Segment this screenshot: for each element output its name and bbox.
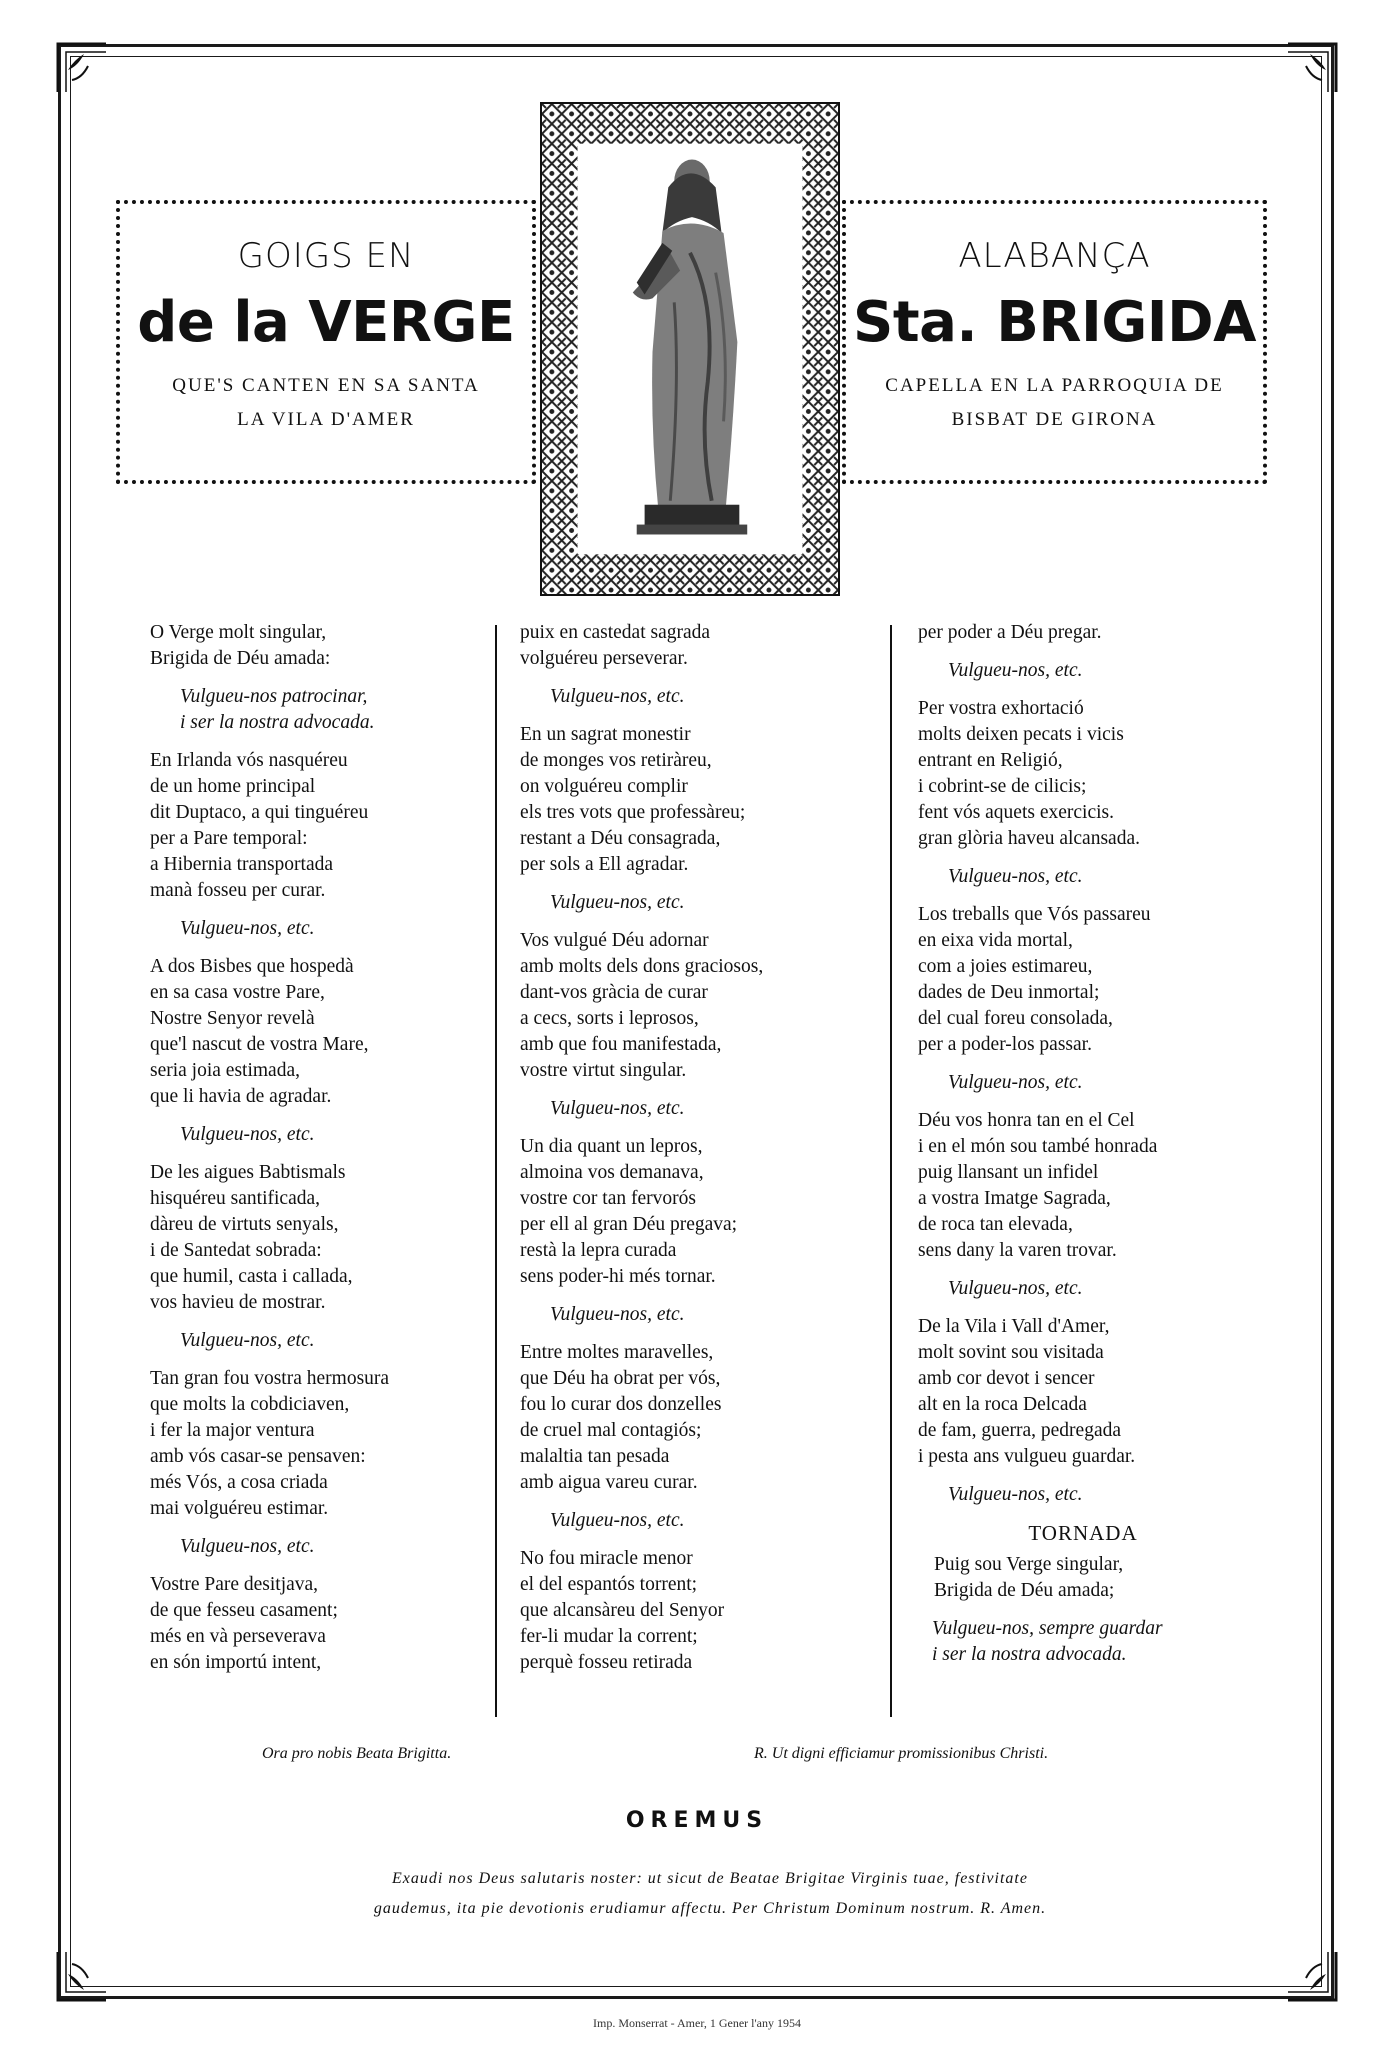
- stanza: [520, 722, 850, 878]
- verse-line: entrant en Religió,: [918, 750, 1063, 771]
- verse-line: volguéreu perseverar.: [520, 648, 688, 669]
- verse-line: en eixa vida mortal,: [918, 930, 1073, 951]
- subtitle-right: [846, 369, 1263, 437]
- stanza: [520, 1546, 850, 1676]
- refrain: Vulgueu-nos, etc.: [180, 918, 315, 939]
- verse-line: fou lo curar dos donzelles: [520, 1394, 722, 1415]
- verse-line: sens dany la varen trovar.: [918, 1240, 1117, 1261]
- stanza: [918, 696, 1248, 852]
- verse-line: Brigida de Déu amada:: [150, 648, 331, 669]
- title-big-right: Sta. BRIGIDA: [853, 290, 1256, 355]
- refrain: Vulgueu-nos, etc.: [550, 686, 685, 707]
- refrain: Vulgueu-nos, etc.: [948, 1278, 1083, 1299]
- corner-ornament-icon: [54, 40, 110, 96]
- verse-line: molts deixen pecats i vicis: [918, 724, 1124, 745]
- prayer-line: gaudemus, ita pie devotionis erudiamur affectu. Per Christum Dominum nostrum. R. Amen.: [373, 1900, 1047, 1917]
- verse-line: on volguéreu complir: [520, 776, 688, 797]
- verse-line: No fou miracle menor: [520, 1548, 693, 1569]
- refrain: Vulgueu-nos, etc.: [180, 1330, 315, 1351]
- verse-line: malaltia tan pesada: [520, 1446, 670, 1467]
- verse-line: de fam, guerra, pedregada: [918, 1420, 1122, 1441]
- stanza: [150, 1366, 480, 1522]
- verse-line: dades de Deu inmortal;: [918, 982, 1100, 1003]
- stanza: [150, 620, 480, 672]
- verse-line: en sa casa vostre Pare,: [150, 982, 325, 1003]
- column-divider: [495, 625, 497, 1717]
- verse-line: De les aigues Babtismals: [150, 1162, 346, 1183]
- verse-line: seria joia estimada,: [150, 1060, 300, 1081]
- verse-line: perquè fosseu retirada: [520, 1652, 693, 1673]
- verse-line: O Verge molt singular,: [150, 622, 327, 643]
- verse-line: amb que fou manifestada,: [520, 1034, 722, 1055]
- column-divider: [890, 625, 892, 1717]
- verse-line: De la Vila i Vall d'Amer,: [918, 1316, 1110, 1337]
- verse-line: a Hibernia transportada: [150, 854, 334, 875]
- verse-line: amb cor devot i sencer: [918, 1368, 1095, 1389]
- refrain-line: i ser la nostra advocada.: [180, 712, 375, 733]
- verse-line: Per vostra exhortació: [918, 698, 1084, 719]
- verse-line: del cual foreu consolada,: [918, 1008, 1113, 1029]
- stanza: [520, 1134, 850, 1290]
- stanza: [918, 1552, 1248, 1604]
- verse-line: per sols a Ell agradar.: [520, 854, 689, 875]
- title-box-left: [116, 200, 536, 484]
- corner-ornament-icon: [54, 1948, 110, 2004]
- verse-line: hisquéreu santificada,: [150, 1188, 321, 1209]
- verse-line: dit Duptaco, a qui tinguéreu: [150, 802, 369, 823]
- verse-line: i pesta ans vulgueu guardar.: [918, 1446, 1136, 1467]
- verse-line: Vos vulgué Déu adornar: [520, 930, 709, 951]
- versicle: Ora pro nobis Beata Brigitta.: [262, 1745, 452, 1762]
- verse-line: Brigida de Déu amada;: [934, 1580, 1115, 1601]
- verse-line: el del espantós torrent;: [520, 1574, 698, 1595]
- verse-line: vostre cor tan fervorós: [520, 1188, 696, 1209]
- refrain: Vulgueu-nos, etc.: [550, 1098, 685, 1119]
- refrain: [932, 1616, 1248, 1668]
- refrain: Vulgueu-nos, etc.: [180, 1536, 315, 1557]
- verse-line: de que fesseu casament;: [150, 1600, 338, 1621]
- verse-line: a vostra Imatge Sagrada,: [918, 1188, 1111, 1209]
- subtitle-left-line-2: LA VILA D'AMER: [237, 409, 415, 430]
- stanza: [520, 620, 850, 672]
- stanza: [520, 928, 850, 1084]
- verse-line: per a Pare temporal:: [150, 828, 308, 849]
- verse-line: dàreu de virtuts senyals,: [150, 1214, 339, 1235]
- verse-line: que alcansàreu del Senyor: [520, 1600, 725, 1621]
- verse-line: alt en la roca Delcada: [918, 1394, 1087, 1415]
- prayer-line: Exaudi nos Deus salutaris noster: ut sicut de Beatae Brigitae Virginis tuae, festivitate: [392, 1870, 1028, 1887]
- verse-column-1: [150, 620, 480, 1688]
- corner-ornament-icon: [1284, 1948, 1340, 2004]
- verse-line: amb aigua vareu curar.: [520, 1472, 698, 1493]
- verse-line: de cruel mal contagiós;: [520, 1420, 702, 1441]
- verse-line: Nostre Senyor revelà: [150, 1008, 315, 1029]
- verse-line: en són importú intent,: [150, 1652, 322, 1673]
- verse-line: amb molts dels dons graciosos,: [520, 956, 764, 977]
- verse-line: de roca tan elevada,: [918, 1214, 1073, 1235]
- refrain: Vulgueu-nos, etc.: [180, 1124, 315, 1145]
- stanza: [918, 902, 1248, 1058]
- verse-line: de monges vos retiràreu,: [520, 750, 712, 771]
- verse-line: vos havieu de mostrar.: [150, 1292, 326, 1313]
- verse-line: i fer la major ventura: [150, 1420, 315, 1441]
- verse-line: Entre moltes maravelles,: [520, 1342, 714, 1363]
- verse-line: puig llansant un infidel: [918, 1162, 1099, 1183]
- refrain: Vulgueu-nos, etc.: [948, 1072, 1083, 1093]
- verse-line: Tan gran fou vostra hermosura: [150, 1368, 390, 1389]
- refrain-line: Vulgueu-nos patrocinar,: [180, 686, 368, 707]
- refrain: Vulgueu-nos, etc.: [550, 1304, 685, 1325]
- verse-line: mai volguéreu estimar.: [150, 1498, 329, 1519]
- refrain: Vulgueu-nos, etc.: [550, 1510, 685, 1531]
- verse-line: gran glòria haveu alcansada.: [918, 828, 1140, 849]
- title-box-right: [842, 200, 1267, 484]
- verse-line: almoina vos demanava,: [520, 1162, 704, 1183]
- tornada-heading: TORNADA: [1028, 1521, 1138, 1545]
- verse-line: En Irlanda vós nasquéreu: [150, 750, 348, 771]
- verse-line: que Déu ha obrat per vós,: [520, 1368, 721, 1389]
- refrain: Vulgueu-nos, etc.: [550, 892, 685, 913]
- verse-line: vostre virtut singular.: [520, 1060, 687, 1081]
- oremus-heading: OREMUS: [625, 1808, 769, 1833]
- stanza: [918, 1108, 1248, 1264]
- verse-line: molt sovint sou visitada: [918, 1342, 1104, 1363]
- verse-line: Un dia quant un lepros,: [520, 1136, 703, 1157]
- verse-line: manà fosseu per curar.: [150, 880, 326, 901]
- refrain-line: Vulgueu-nos, sempre guardar: [932, 1618, 1163, 1639]
- response: R. Ut digni efficiamur promissionibus Christi.: [754, 1745, 1049, 1762]
- verse-line: puix en castedat sagrada: [520, 622, 711, 643]
- verse-line: i en el món sou també honrada: [918, 1136, 1158, 1157]
- stanza: [150, 1572, 480, 1676]
- verse-line: per ell al gran Déu pregava;: [520, 1214, 738, 1235]
- refrain: Vulgueu-nos, etc.: [948, 1484, 1083, 1505]
- verse-line: Déu vos honra tan en el Cel: [918, 1110, 1135, 1131]
- verse-line: sens poder-hi més tornar.: [520, 1266, 716, 1287]
- refrain-line: i ser la nostra advocada.: [932, 1644, 1127, 1665]
- verse-line: que molts la cobdiciaven,: [150, 1394, 350, 1415]
- verse-line: i de Santedat sobrada:: [150, 1240, 322, 1261]
- stanza: [150, 748, 480, 904]
- verse-line: els tres vots que professàreu;: [520, 802, 746, 823]
- verse-line: més Vós, a cosa criada: [150, 1472, 328, 1493]
- title-small-left: GOIGS EN: [237, 236, 415, 276]
- verse-line: A dos Bisbes que hospedà: [150, 956, 354, 977]
- corner-ornament-icon: [1284, 40, 1340, 96]
- verse-column-2: [520, 620, 850, 1688]
- verse-line: Los treballs que Vós passareu: [918, 904, 1151, 925]
- verse-line: a cecs, sorts i leprosos,: [520, 1008, 699, 1029]
- verse-line: i cobrint-se de cilicis;: [918, 776, 1087, 797]
- verse-line: restant a Déu consagrada,: [520, 828, 721, 849]
- refrain: Vulgueu-nos, etc.: [948, 660, 1083, 681]
- stanza: [918, 1314, 1248, 1470]
- verse-line: amb vós casar-se pensaven:: [150, 1446, 366, 1467]
- subtitle-right-line-1: CAPELLA EN LA PARROQUIA DE: [885, 375, 1224, 396]
- saint-statue-image: [540, 102, 840, 596]
- subtitle-left-line-1: QUE'S CANTEN EN SA SANTA: [172, 375, 480, 396]
- verse-line: que li havia de agradar.: [150, 1086, 332, 1107]
- stanza: [150, 1160, 480, 1316]
- verse-line: de un home principal: [150, 776, 316, 797]
- verse-line: per a poder-los passar.: [918, 1034, 1092, 1055]
- verse-line: fer-li mudar la corrent;: [520, 1626, 698, 1647]
- verse-column-3: [918, 620, 1248, 1680]
- stanza: [520, 1340, 850, 1496]
- title-big-left: de la VERGE: [137, 290, 515, 355]
- verse-line: fent vós aquets exercicis.: [918, 802, 1115, 823]
- refrain: Vulgueu-nos, etc.: [948, 866, 1083, 887]
- printer-imprint: Imp. Monserrat - Amer, 1 Gener l'any 1954: [593, 2016, 801, 2030]
- verse-line: més en và perseverava: [150, 1626, 326, 1647]
- verse-line: com a joies estimareu,: [918, 956, 1093, 977]
- verse-line: que humil, casta i callada,: [150, 1266, 353, 1287]
- stanza: [918, 620, 1248, 646]
- verse-line: dant-vos gràcia de curar: [520, 982, 708, 1003]
- verse-line: En un sagrat monestir: [520, 724, 691, 745]
- verse-line: Vostre Pare desitjava,: [150, 1574, 319, 1595]
- stanza: [150, 954, 480, 1110]
- title-small-right: ALABANÇA: [958, 236, 1151, 276]
- verse-line: per poder a Déu pregar.: [918, 622, 1102, 643]
- subtitle-left: [120, 369, 532, 437]
- refrain: [180, 684, 480, 736]
- subtitle-right-line-2: BISBAT DE GIRONA: [951, 409, 1158, 430]
- verse-line: restà la lepra curada: [520, 1240, 677, 1261]
- verse-line: Puig sou Verge singular,: [934, 1554, 1124, 1575]
- verse-line: que'l nascut de vostra Mare,: [150, 1034, 369, 1055]
